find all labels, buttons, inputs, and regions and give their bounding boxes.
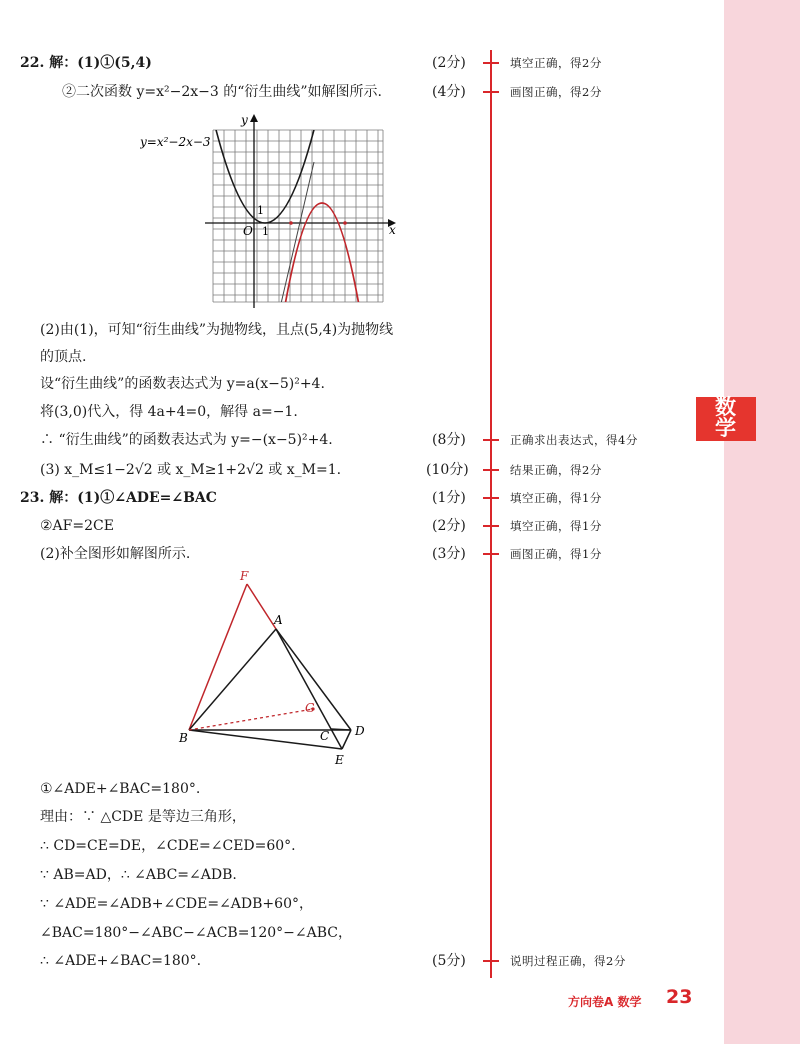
point-7-0 <box>343 221 347 225</box>
subject-tab <box>696 397 756 441</box>
label-A: A <box>274 613 283 627</box>
segment-CD <box>331 729 351 730</box>
p23-q3-note: 画图正确，得1分 <box>510 547 602 561</box>
label-E: E <box>335 753 344 767</box>
point-3-0 <box>289 221 293 225</box>
p22-part1-points: (2分) <box>432 55 466 71</box>
p22-part2-points: (4分) <box>432 84 466 100</box>
segment-FA <box>247 584 276 629</box>
p23-r7: ∴ ∠ADE+∠BAC=180°. <box>40 953 202 969</box>
parabola-graph <box>140 108 410 313</box>
y-axis-label: y <box>241 113 248 127</box>
label-G: G <box>305 701 315 715</box>
y-unit-label: 1 <box>257 204 264 217</box>
p23-r7-note: 说明过程正确，得2分 <box>510 954 626 968</box>
p23-r6: ∠BAC=180°−∠ABC−∠ACB=120°−∠ABC， <box>40 925 352 941</box>
p22-part2-note: 画图正确，得2分 <box>510 85 602 99</box>
triangle-figure <box>170 568 380 773</box>
page-number: 23 <box>666 986 693 1008</box>
p23-q2: ②AF=2CE <box>40 518 114 534</box>
p22-s5-points: (8分) <box>432 432 466 448</box>
p22-s5-note: 正确求出表达式，得4分 <box>510 433 638 447</box>
p23-r7-points: (5分) <box>432 953 466 969</box>
label-B: B <box>179 731 188 745</box>
x-unit-label: 1 <box>262 225 269 238</box>
p22-s6: (3) x_M≤1−2√2 或 x_M≥1+2√2 或 x_M=1. <box>40 462 342 478</box>
p22-s6-points: (10分) <box>426 462 469 478</box>
p23-q1: 23. 解：(1)①∠ADE=∠BAC <box>20 490 217 506</box>
subject-tab-char-2: 学 <box>715 416 737 440</box>
label-C: C <box>320 729 330 743</box>
label-F: F <box>240 569 249 583</box>
score-tick <box>483 553 499 555</box>
segment-AB <box>189 629 276 730</box>
p23-q3: (2)补全图形如解图所示. <box>40 546 191 562</box>
p23-q2-points: (2分) <box>432 518 466 534</box>
segment-BF <box>189 584 247 730</box>
p22-s3: 设“衍生曲线”的函数表达式为 y=a(x−5)²+4. <box>40 376 325 392</box>
score-tick <box>483 91 499 93</box>
p23-r3: ∴ CD=CE=DE，∠CDE=∠CED=60°. <box>40 838 296 854</box>
p22-part2: ②二次函数 y=x²−2x−3 的“衍生曲线”如解图所示. <box>62 84 382 100</box>
p23-r5: ∵ ∠ADE=∠ADB+∠CDE=∠ADB+60°， <box>40 896 313 912</box>
origin-label: O <box>243 224 253 238</box>
p22-part1-note: 填空正确，得2分 <box>510 56 602 70</box>
subject-tab-char-1: 数 <box>715 395 737 419</box>
p23-q1-points: (1分) <box>432 490 466 506</box>
graph-function-label: y=x²−2x−3 <box>140 135 211 149</box>
p22-s6-note: 结果正确，得2分 <box>510 463 602 477</box>
score-tick <box>483 960 499 962</box>
p23-q2-note: 填空正确，得1分 <box>510 519 602 533</box>
derived-curve <box>275 203 369 313</box>
score-tick <box>483 439 499 441</box>
footer-label: 方向卷A 数学 <box>568 995 642 1009</box>
p22-part1: 22. 解：(1)①(5,4) <box>20 55 152 71</box>
graph-grid <box>213 130 383 302</box>
score-tick <box>483 497 499 499</box>
p22-s4: 将(3,0)代入，得 4a+4=0，解得 a=−1. <box>40 404 298 420</box>
p23-r1: ①∠ADE+∠BAC=180°. <box>40 781 201 797</box>
segment-CE <box>331 729 342 749</box>
x-axis-label: x <box>389 223 396 237</box>
score-tick <box>483 469 499 471</box>
label-D: D <box>355 724 365 738</box>
score-tick <box>483 62 499 64</box>
p23-q3-points: (3分) <box>432 546 466 562</box>
score-tick <box>483 525 499 527</box>
segment-DE <box>342 730 351 749</box>
right-margin-band <box>724 0 800 1044</box>
p23-r4: ∵ AB=AD，∴ ∠ABC=∠ADB. <box>40 867 237 883</box>
y-axis-arrow <box>250 114 258 122</box>
p23-q1-note: 填空正确，得1分 <box>510 491 602 505</box>
p22-s5: ∴ “衍生曲线”的函数表达式为 y=−(x−5)²+4. <box>40 432 333 448</box>
p23-r2: 理由：∵ △CDE 是等边三角形， <box>40 809 246 825</box>
p22-s2: 的顶点. <box>40 349 87 365</box>
segment-BG <box>189 709 313 730</box>
scoring-rule-line <box>490 50 492 978</box>
p22-s1: (2)由(1)，可知“衍生曲线”为抛物线，且点(5,4)为抛物线 <box>40 322 394 338</box>
